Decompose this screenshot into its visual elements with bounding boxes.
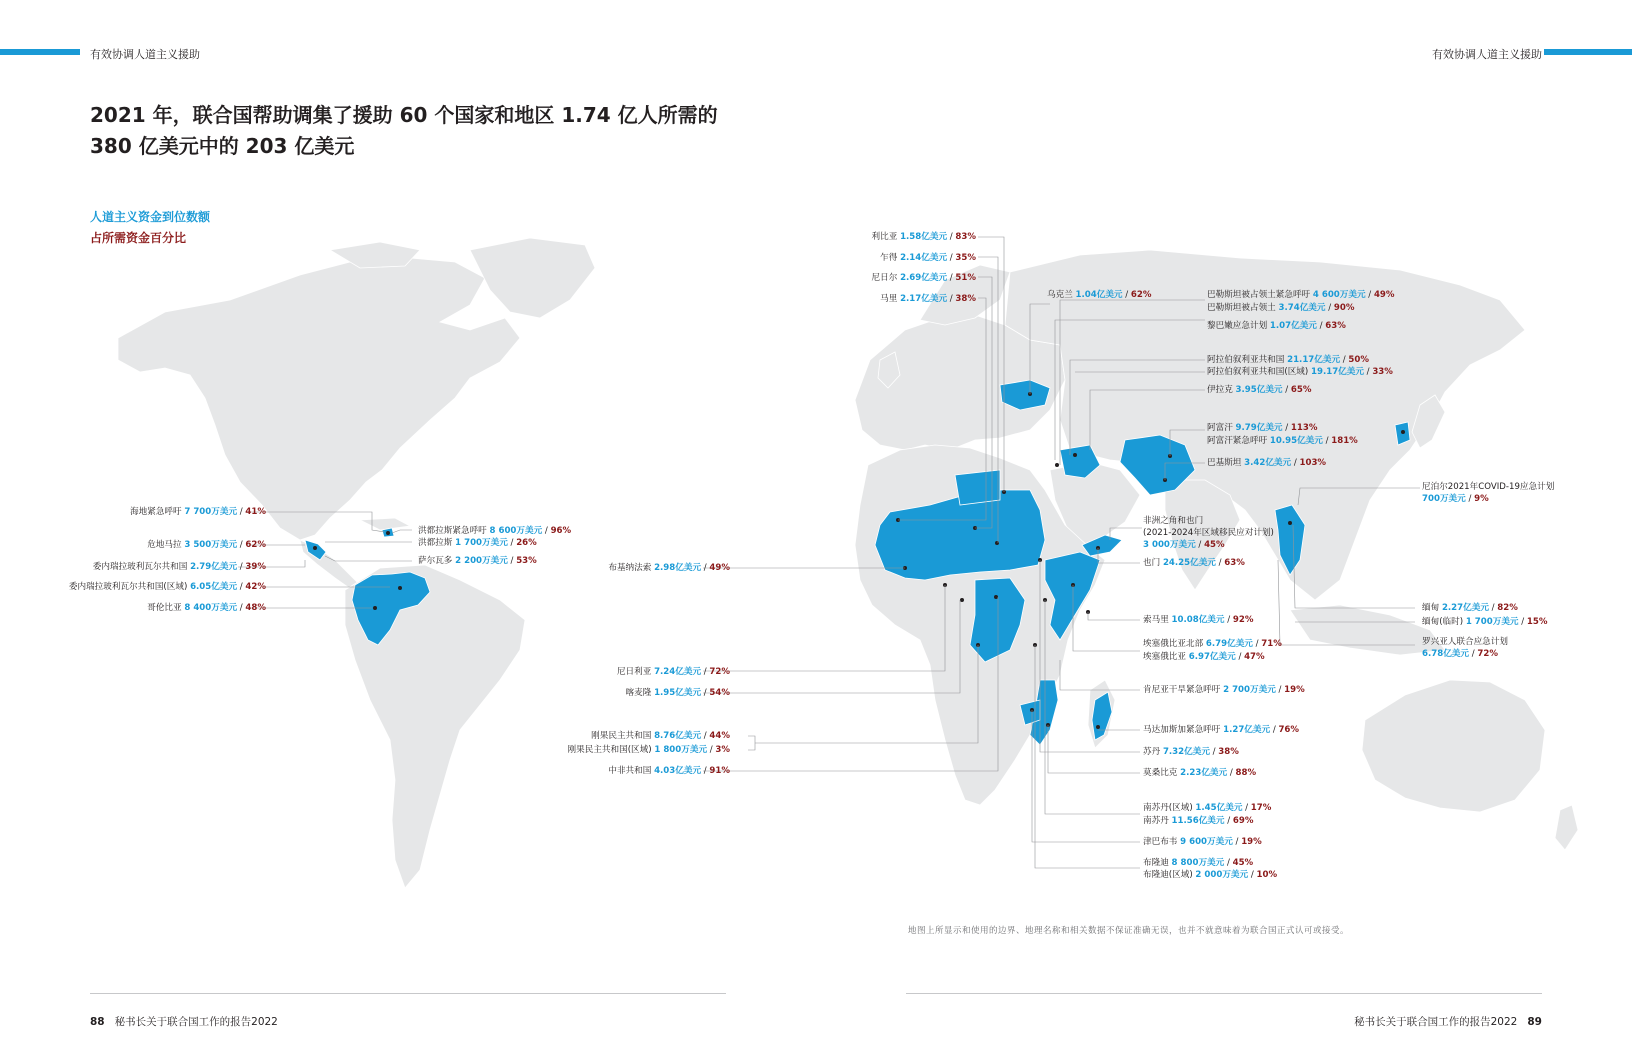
title-line-1: 2021 年，联合国帮助调集了援助 60 个国家和地区 1.74 亿人所需的 — [90, 103, 718, 127]
land-masses — [118, 238, 1578, 888]
label-syria: 阿拉伯叙利亚共和国 21.17亿美元 / 50% — [1207, 355, 1369, 365]
marker-syria — [1073, 453, 1077, 457]
label-venezuela: 委内瑞拉玻利瓦尔共和国 2.79亿美元 / 39% — [92, 562, 266, 572]
footer-title-right: 秘书长关于联合国工作的报告2022 — [1354, 1016, 1518, 1028]
marker-colombia — [373, 606, 377, 610]
label-myanmar: 缅甸 2.27亿美元 / 82% — [1422, 603, 1518, 613]
marker-myanmar — [1288, 521, 1292, 525]
page-number-right: 89 — [1527, 1016, 1542, 1028]
label-haiti: 海地紧急呼吁 7 700万美元 / 41% — [130, 507, 266, 517]
label-myanmar-interim: 缅甸(临时) 1 700万美元 / 15% — [1422, 617, 1548, 627]
label-lebanon: 黎巴嫩应急计划 1.07亿美元 / 63% — [1207, 321, 1346, 331]
landmass-greenland — [470, 238, 595, 318]
label-niger: 尼日尔 2.69亿美元 / 51% — [871, 273, 976, 283]
label-nigeria: 尼日利亚 7.24亿美元 / 72% — [616, 667, 730, 677]
landmass-new-zealand — [1555, 805, 1578, 850]
label-drc-regional: 刚果民主共和国(区域) 1 800万美元 / 3% — [567, 745, 730, 755]
legend-percent: 占所需资金百分比 — [90, 231, 187, 245]
footer-left — [90, 1014, 278, 1029]
label-honduras: 洪都拉斯 1 700万美元 / 26% — [418, 538, 537, 548]
label-opt: 巴勒斯坦被占领土 3.74亿美元 / 90% — [1207, 303, 1355, 313]
label-drc: 刚果民主共和国 8.76亿美元 / 44% — [591, 731, 730, 741]
label-colombia: 哥伦比亚 8 400万美元 / 48% — [147, 603, 266, 613]
header-section-left: 有效协调人道主义援助 — [90, 48, 200, 61]
marker-dprk — [1401, 430, 1405, 434]
label-cameroon: 喀麦隆 1.95亿美元 / 54% — [625, 688, 730, 698]
label-north-ethiopia: 埃塞俄比亚北部 6.79亿美元 / 71% — [1143, 639, 1282, 649]
footer-title-left: 秘书长关于联合国工作的报告2022 — [114, 1016, 278, 1028]
label-venezuela-regional: 委内瑞拉玻利瓦尔共和国(区域) 6.05亿美元 / 42% — [68, 582, 266, 592]
label-ethiopia: 埃塞俄比亚 6.97亿美元 / 47% — [1143, 652, 1265, 662]
marker-madagascar — [1096, 725, 1100, 729]
marker-car — [994, 595, 998, 599]
label-mozambique: 莫桑比克 2.23亿美元 / 88% — [1143, 768, 1257, 778]
title-line-2: 380 亿美元中的 203 亿美元 — [90, 134, 355, 158]
landmass-north-america — [118, 258, 520, 540]
label-honduras-flash: 洪都拉斯紧急呼吁 8 600万美元 / 96% — [418, 526, 572, 536]
landmass-australia — [1362, 680, 1545, 812]
label-south-sudan: 南苏丹 11.56亿美元 / 69% — [1143, 816, 1254, 826]
label-opt-flash: 巴勒斯坦被占领土紧急呼吁 4 600万美元 / 49% — [1207, 290, 1395, 300]
marker-central-america — [313, 546, 317, 550]
label-burundi: 布隆迪 8 800万美元 / 45% — [1143, 858, 1254, 868]
marker-chad — [995, 541, 999, 545]
marker-haiti — [386, 531, 390, 535]
label-burundi-regional: 布隆迪(区域) 2 000万美元 / 10% — [1143, 870, 1278, 880]
label-libya: 利比亚 1.58亿美元 / 83% — [871, 232, 976, 242]
region-libya — [955, 470, 1000, 505]
label-yemen: 也门 24.25亿美元 / 63% — [1143, 558, 1245, 568]
label-ukraine: 乌克兰 1.04亿美元 / 62% — [1047, 290, 1152, 300]
label-kenya: 肯尼亚干旱紧急呼吁 2 700万美元 / 19% — [1143, 685, 1305, 695]
label-pakistan: 巴基斯坦 3.42亿美元 / 103% — [1207, 458, 1327, 468]
footer-rule-right — [906, 993, 1542, 994]
label-burkina-faso: 布基纳法索 2.98亿美元 / 49% — [608, 563, 730, 573]
label-afghanistan-flash: 阿富汗紧急呼吁 10.95亿美元 / 181% — [1207, 436, 1358, 446]
map-disclaimer: 地图上所显示和使用的边界、地理名称和相关数据不保证准确无误，也并不就意味着为联合国正式认可或接受。 — [908, 926, 1350, 936]
label-nepal: 尼泊尔2021年COVID-19应急计划 700万美元 / 9% — [1422, 482, 1555, 504]
marker-palestine — [1055, 463, 1059, 467]
label-el-salvador: 萨尔瓦多 2 200万美元 / 53% — [418, 556, 537, 566]
label-iraq: 伊拉克 3.95亿美元 / 65% — [1207, 385, 1312, 395]
landmass-caribbean — [360, 518, 410, 530]
label-zimbabwe: 津巴布韦 9 600万美元 / 19% — [1143, 837, 1262, 847]
label-south-sudan-regional: 南苏丹(区域) 1.45亿美元 / 17% — [1143, 803, 1272, 813]
legend-funding: 人道主义资金到位数额 — [90, 210, 211, 224]
label-mali: 马里 2.17亿美元 / 38% — [880, 294, 976, 304]
marker-venezuela — [398, 586, 402, 590]
footer-right — [1354, 1014, 1542, 1029]
label-madagascar: 马达加斯加紧急呼吁 1.27亿美元 / 76% — [1143, 725, 1300, 735]
header-section-right: 有效协调人道主义援助 — [1432, 48, 1542, 61]
label-somalia: 索马里 10.08亿美元 / 92% — [1143, 615, 1254, 625]
marker-cameroon — [960, 598, 964, 602]
label-afghanistan: 阿富汗 9.79亿美元 / 113% — [1207, 423, 1318, 433]
page-number-left: 88 — [90, 1016, 105, 1028]
label-rohingya: 罗兴亚人联合应急计划 6.78亿美元 / 72% — [1422, 637, 1508, 659]
label-chad: 乍得 2.14亿美元 / 35% — [880, 253, 976, 263]
label-syria-regional: 阿拉伯叙利亚共和国(区域) 19.17亿美元 / 33% — [1207, 367, 1393, 377]
footer-rule-left — [90, 993, 726, 994]
label-guatemala: 危地马拉 3 500万美元 / 62% — [147, 540, 266, 550]
label-car: 中非共和国 4.03亿美元 / 91% — [608, 766, 730, 776]
label-sudan: 苏丹 7.32亿美元 / 38% — [1143, 747, 1239, 757]
label-horn-yemen-migrant: 非洲之角和也门 (2021-2024年区域移民应对计划) 3 000万美元 / 45% — [1143, 516, 1274, 550]
